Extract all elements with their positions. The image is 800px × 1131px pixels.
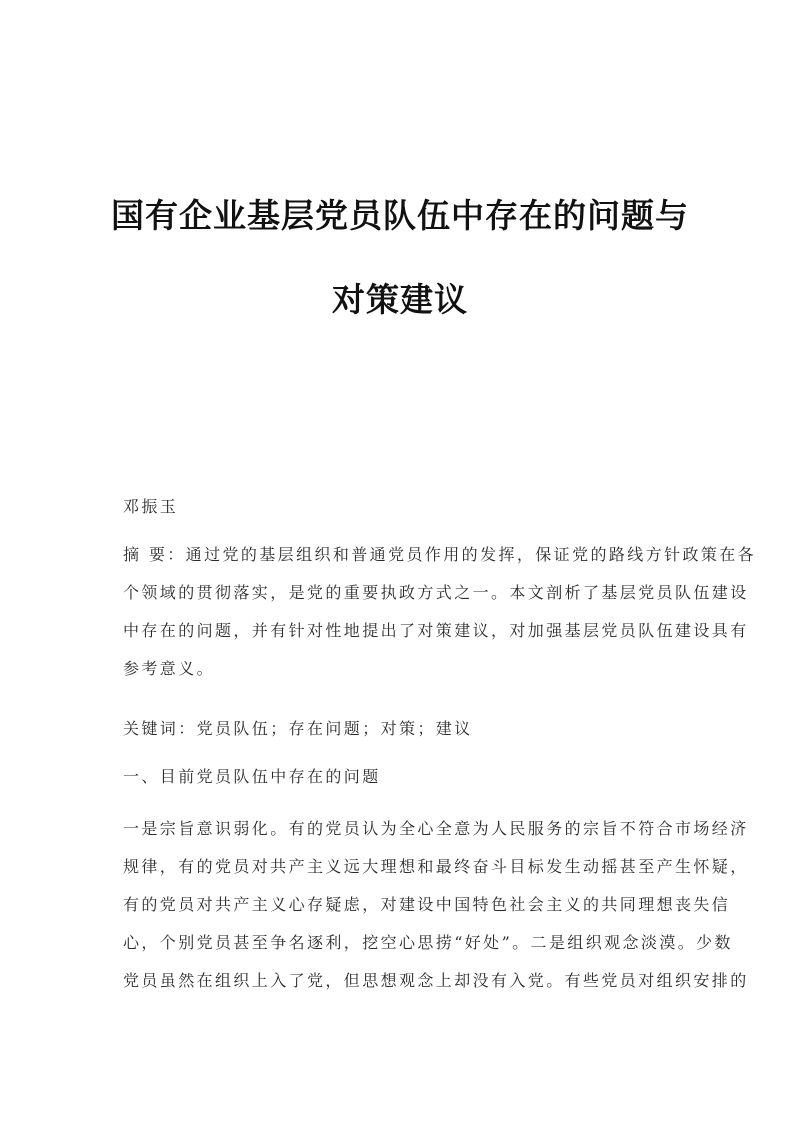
body-paragraph-line: 规律，有的党员对共产主义远大理想和最终奋斗目标发生动摇甚至产生怀疑， [123,857,749,876]
body-paragraph-line: 心，个别党员甚至争名逐利，挖空心思捞“好处”。二是组织观念淡漠。少数 [123,933,733,952]
section-heading: 一、目前党员队伍中存在的问题 [123,767,381,786]
keywords: 关键词：党员队伍；存在问题；对策；建议 [123,719,473,738]
body-paragraph-line: 一是宗旨意识弱化。有的党员认为全心全意为人民服务的宗旨不符合市场经济 [123,819,749,838]
abstract-line: 个领域的贯彻落实，是党的重要执政方式之一。本文剖析了基层党员队伍建设 [123,583,749,602]
document-title-line-2: 对策建议 [332,280,468,319]
document-title-line-1: 国有企业基层党员队伍中存在的问题与 [111,196,689,235]
body-paragraph-line: 有的党员对共产主义心存疑虑，对建设中国特色社会主义的共同理想丧失信 [123,895,731,914]
author-name: 邓振玉 [123,497,179,516]
abstract-line: 摘 要：通过党的基层组织和普通党员作用的发挥，保证党的路线方针政策在各 [123,545,757,564]
body-paragraph-line: 党员虽然在组织上入了党，但思想观念上却没有入党。有些党员对组织安排的 [123,971,749,990]
abstract-line: 中存在的问题，并有针对性地提出了对策建议，对加强基层党员队伍建设具有 [123,621,749,640]
abstract-line: 参考意义。 [123,659,216,678]
